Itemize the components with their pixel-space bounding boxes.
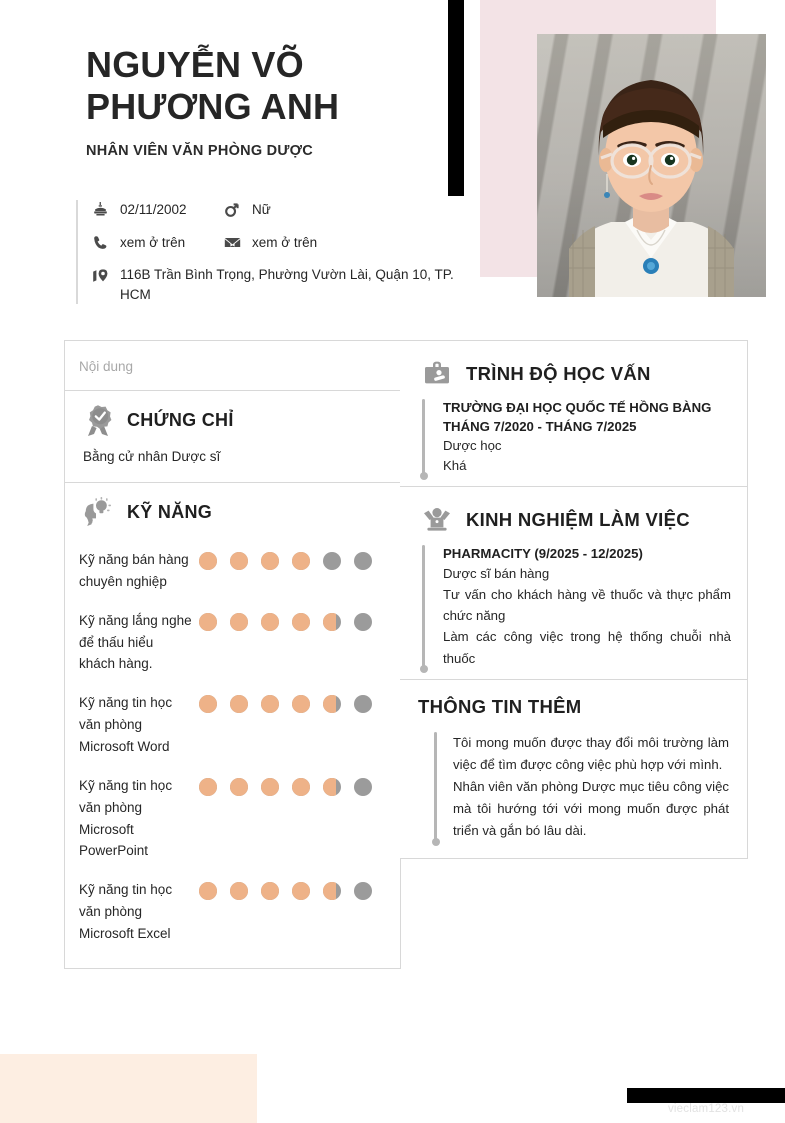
skill-label: Kỹ năng tin học văn phòng Microsoft Word	[79, 695, 173, 755]
additional-info-entry	[400, 726, 747, 858]
timeline-line	[422, 399, 425, 476]
contact-row	[90, 265, 476, 304]
rating-dot[interactable]	[261, 552, 279, 570]
rating-dot[interactable]	[323, 778, 341, 796]
rating-dot[interactable]	[323, 695, 341, 713]
rating-dot[interactable]	[292, 613, 310, 631]
rating-dot[interactable]	[199, 613, 217, 631]
rating-dot-fill	[199, 882, 217, 900]
phone-icon	[90, 234, 110, 252]
phone-value: xem ở trên	[120, 234, 186, 250]
certificate-section	[65, 391, 400, 483]
additional-info-title: THÔNG TIN THÊM	[418, 696, 582, 718]
award-badge-icon	[79, 403, 117, 437]
skill-label: Kỹ năng lắng nghe để thấu hiểu khách hàng.	[79, 612, 192, 672]
skills-header	[65, 483, 400, 535]
timeline-line	[434, 732, 437, 842]
rating-dot[interactable]	[292, 552, 310, 570]
skill-item	[79, 602, 392, 685]
decor-peach-block	[0, 1054, 257, 1123]
cake-icon	[90, 201, 110, 219]
skills-list	[65, 535, 400, 968]
contact-birthday	[90, 200, 222, 220]
skill-item	[79, 541, 392, 602]
map-pin-icon	[90, 266, 110, 284]
rating-dot-fill	[323, 695, 336, 713]
candidate-name: NGUYỄN VÕ PHƯƠNG ANH	[86, 44, 340, 128]
skill-rating[interactable]	[199, 549, 372, 570]
education-header	[400, 341, 747, 399]
rating-dot[interactable]	[292, 778, 310, 796]
rating-dot-fill	[323, 613, 336, 631]
rating-dot[interactable]	[323, 882, 341, 900]
contact-row	[90, 233, 476, 253]
content-placeholder-text: Nội dung	[79, 359, 134, 374]
decor-black-vertical-bar	[448, 0, 464, 196]
skills-title: KỸ NĂNG	[127, 501, 213, 522]
right-column	[400, 340, 748, 859]
rating-dot-fill	[292, 695, 310, 713]
contact-phone	[90, 233, 222, 253]
watermark: vieclam123.vn	[667, 1103, 745, 1115]
rating-dot-fill	[199, 695, 217, 713]
content-placeholder-section[interactable]	[65, 341, 400, 391]
skill-label: Kỹ năng bán hàng chuyên nghiệp	[79, 552, 189, 589]
rating-dot[interactable]	[199, 778, 217, 796]
rating-dot[interactable]	[261, 613, 279, 631]
rating-dot-fill	[230, 882, 248, 900]
head-lightbulb-icon	[79, 495, 117, 529]
rating-dot-fill	[261, 778, 279, 796]
skill-label: Kỹ năng tin học văn phòng Microsoft Excel	[79, 882, 173, 942]
experience-title: KINH NGHIỆM LÀM VIỆC	[466, 509, 690, 531]
job-title: NHÂN VIÊN VĂN PHÒNG DƯỢC	[86, 142, 313, 159]
skill-rating[interactable]	[199, 610, 372, 631]
rating-dot-fill	[292, 552, 310, 570]
contact-gender	[222, 200, 271, 220]
education-entry-body	[443, 399, 731, 476]
certificate-title: CHỨNG CHỈ	[127, 409, 234, 430]
rating-dot[interactable]	[292, 882, 310, 900]
contact-address	[90, 265, 476, 304]
rating-dot-fill	[261, 552, 279, 570]
rating-dot-fill	[230, 695, 248, 713]
rating-dot-fill	[199, 552, 217, 570]
rating-dot[interactable]	[354, 695, 372, 713]
gender-value: Nữ	[252, 202, 271, 217]
rating-dot-fill	[261, 613, 279, 631]
experience-header	[400, 487, 747, 545]
rating-dot-fill	[199, 613, 217, 631]
contact-row	[90, 200, 476, 220]
additional-paragraph: Nhân viên văn phòng Dược mục tiêu công việc mà tôi hướng tới với mong muốn được phát triển và gắn bó lâu dài.	[453, 778, 729, 838]
rating-dot[interactable]	[323, 552, 341, 570]
rating-dot-fill	[323, 882, 336, 900]
rating-dot[interactable]	[323, 613, 341, 631]
skills-section	[65, 483, 400, 968]
rating-dot[interactable]	[292, 695, 310, 713]
rating-dot-fill	[323, 778, 336, 796]
rating-dot[interactable]	[230, 882, 248, 900]
experience-position: Dược sĩ bán hàng	[443, 565, 550, 581]
skill-item	[79, 871, 392, 954]
gender-icon	[222, 201, 242, 219]
rating-dot[interactable]	[354, 778, 372, 796]
rating-dot[interactable]	[354, 552, 372, 570]
rating-dot-fill	[261, 695, 279, 713]
address-value: 116B Trần Bình Trọng, Phường Vườn Lài, Quận 10, TP. HCM	[120, 267, 454, 302]
rating-dot-fill	[292, 778, 310, 796]
rating-dot[interactable]	[199, 695, 217, 713]
rating-dot-fill	[199, 778, 217, 796]
education-entry	[400, 399, 747, 486]
additional-paragraph: Tôi mong muốn được thay đổi môi trường làm việc để tìm được công việc phù hợp với mình.	[453, 735, 729, 772]
left-column	[64, 340, 401, 969]
experience-duty: Tư vấn cho khách hàng về thuốc và thực phẩm chức năng	[443, 586, 731, 623]
rating-dot[interactable]	[230, 778, 248, 796]
contact-email	[222, 233, 317, 253]
rating-dot[interactable]	[230, 613, 248, 631]
education-section	[400, 341, 747, 487]
education-grade: Khá	[443, 458, 467, 474]
skill-rating[interactable]	[199, 775, 372, 796]
rating-dot[interactable]	[354, 882, 372, 900]
rating-dot-fill	[230, 778, 248, 796]
rating-dot[interactable]	[261, 778, 279, 796]
rating-dot-fill	[292, 613, 310, 631]
education-title: TRÌNH ĐỘ HỌC VẤN	[466, 363, 651, 384]
additional-info-header	[400, 680, 747, 726]
experience-company: PHARMACITY (9/2025 - 12/2025)	[443, 546, 643, 562]
education-period: THÁNG 7/2020 - THÁNG 7/2025	[443, 418, 637, 434]
skill-rating[interactable]	[199, 879, 372, 900]
birthday-value: 02/11/2002	[120, 202, 187, 217]
contact-block	[76, 200, 476, 304]
experience-entry-body	[443, 545, 731, 669]
additional-info-section	[400, 680, 747, 858]
experience-section	[400, 487, 747, 680]
skill-rating[interactable]	[199, 692, 372, 713]
certificate-header	[65, 391, 400, 443]
experience-entry	[400, 545, 747, 679]
rating-dot-fill	[292, 882, 310, 900]
additional-info-body	[453, 732, 729, 842]
rating-dot[interactable]	[261, 882, 279, 900]
skill-item	[79, 767, 392, 871]
briefcase-icon	[418, 357, 456, 391]
person-at-desk-icon	[418, 503, 456, 537]
profile-photo	[537, 34, 766, 297]
decor-black-footer-bar	[627, 1088, 785, 1103]
envelope-icon	[222, 234, 242, 252]
experience-duty: Làm các công việc trong hệ thống chuỗi nhà thuốc	[443, 629, 731, 666]
rating-dot-fill	[230, 552, 248, 570]
header	[86, 44, 446, 159]
email-value: xem ở trên	[252, 234, 318, 250]
rating-dot-fill	[261, 882, 279, 900]
rating-dot[interactable]	[261, 695, 279, 713]
rating-dot[interactable]	[230, 695, 248, 713]
rating-dot[interactable]	[199, 882, 217, 900]
rating-dot[interactable]	[230, 552, 248, 570]
education-school: TRƯỜNG ĐẠI HỌC QUỐC TẾ HỒNG BÀNG	[443, 400, 712, 415]
rating-dot[interactable]	[354, 613, 372, 631]
skill-label: Kỹ năng tin học văn phòng Microsoft PowerPoint	[79, 777, 173, 859]
skill-item	[79, 684, 392, 767]
photo-portrait	[537, 34, 766, 297]
education-major: Dược học	[443, 438, 502, 454]
timeline-line	[422, 545, 425, 669]
rating-dot[interactable]	[199, 552, 217, 570]
rating-dot-fill	[230, 613, 248, 631]
certificate-value: Bằng cử nhân Dược sĩ	[83, 449, 221, 464]
